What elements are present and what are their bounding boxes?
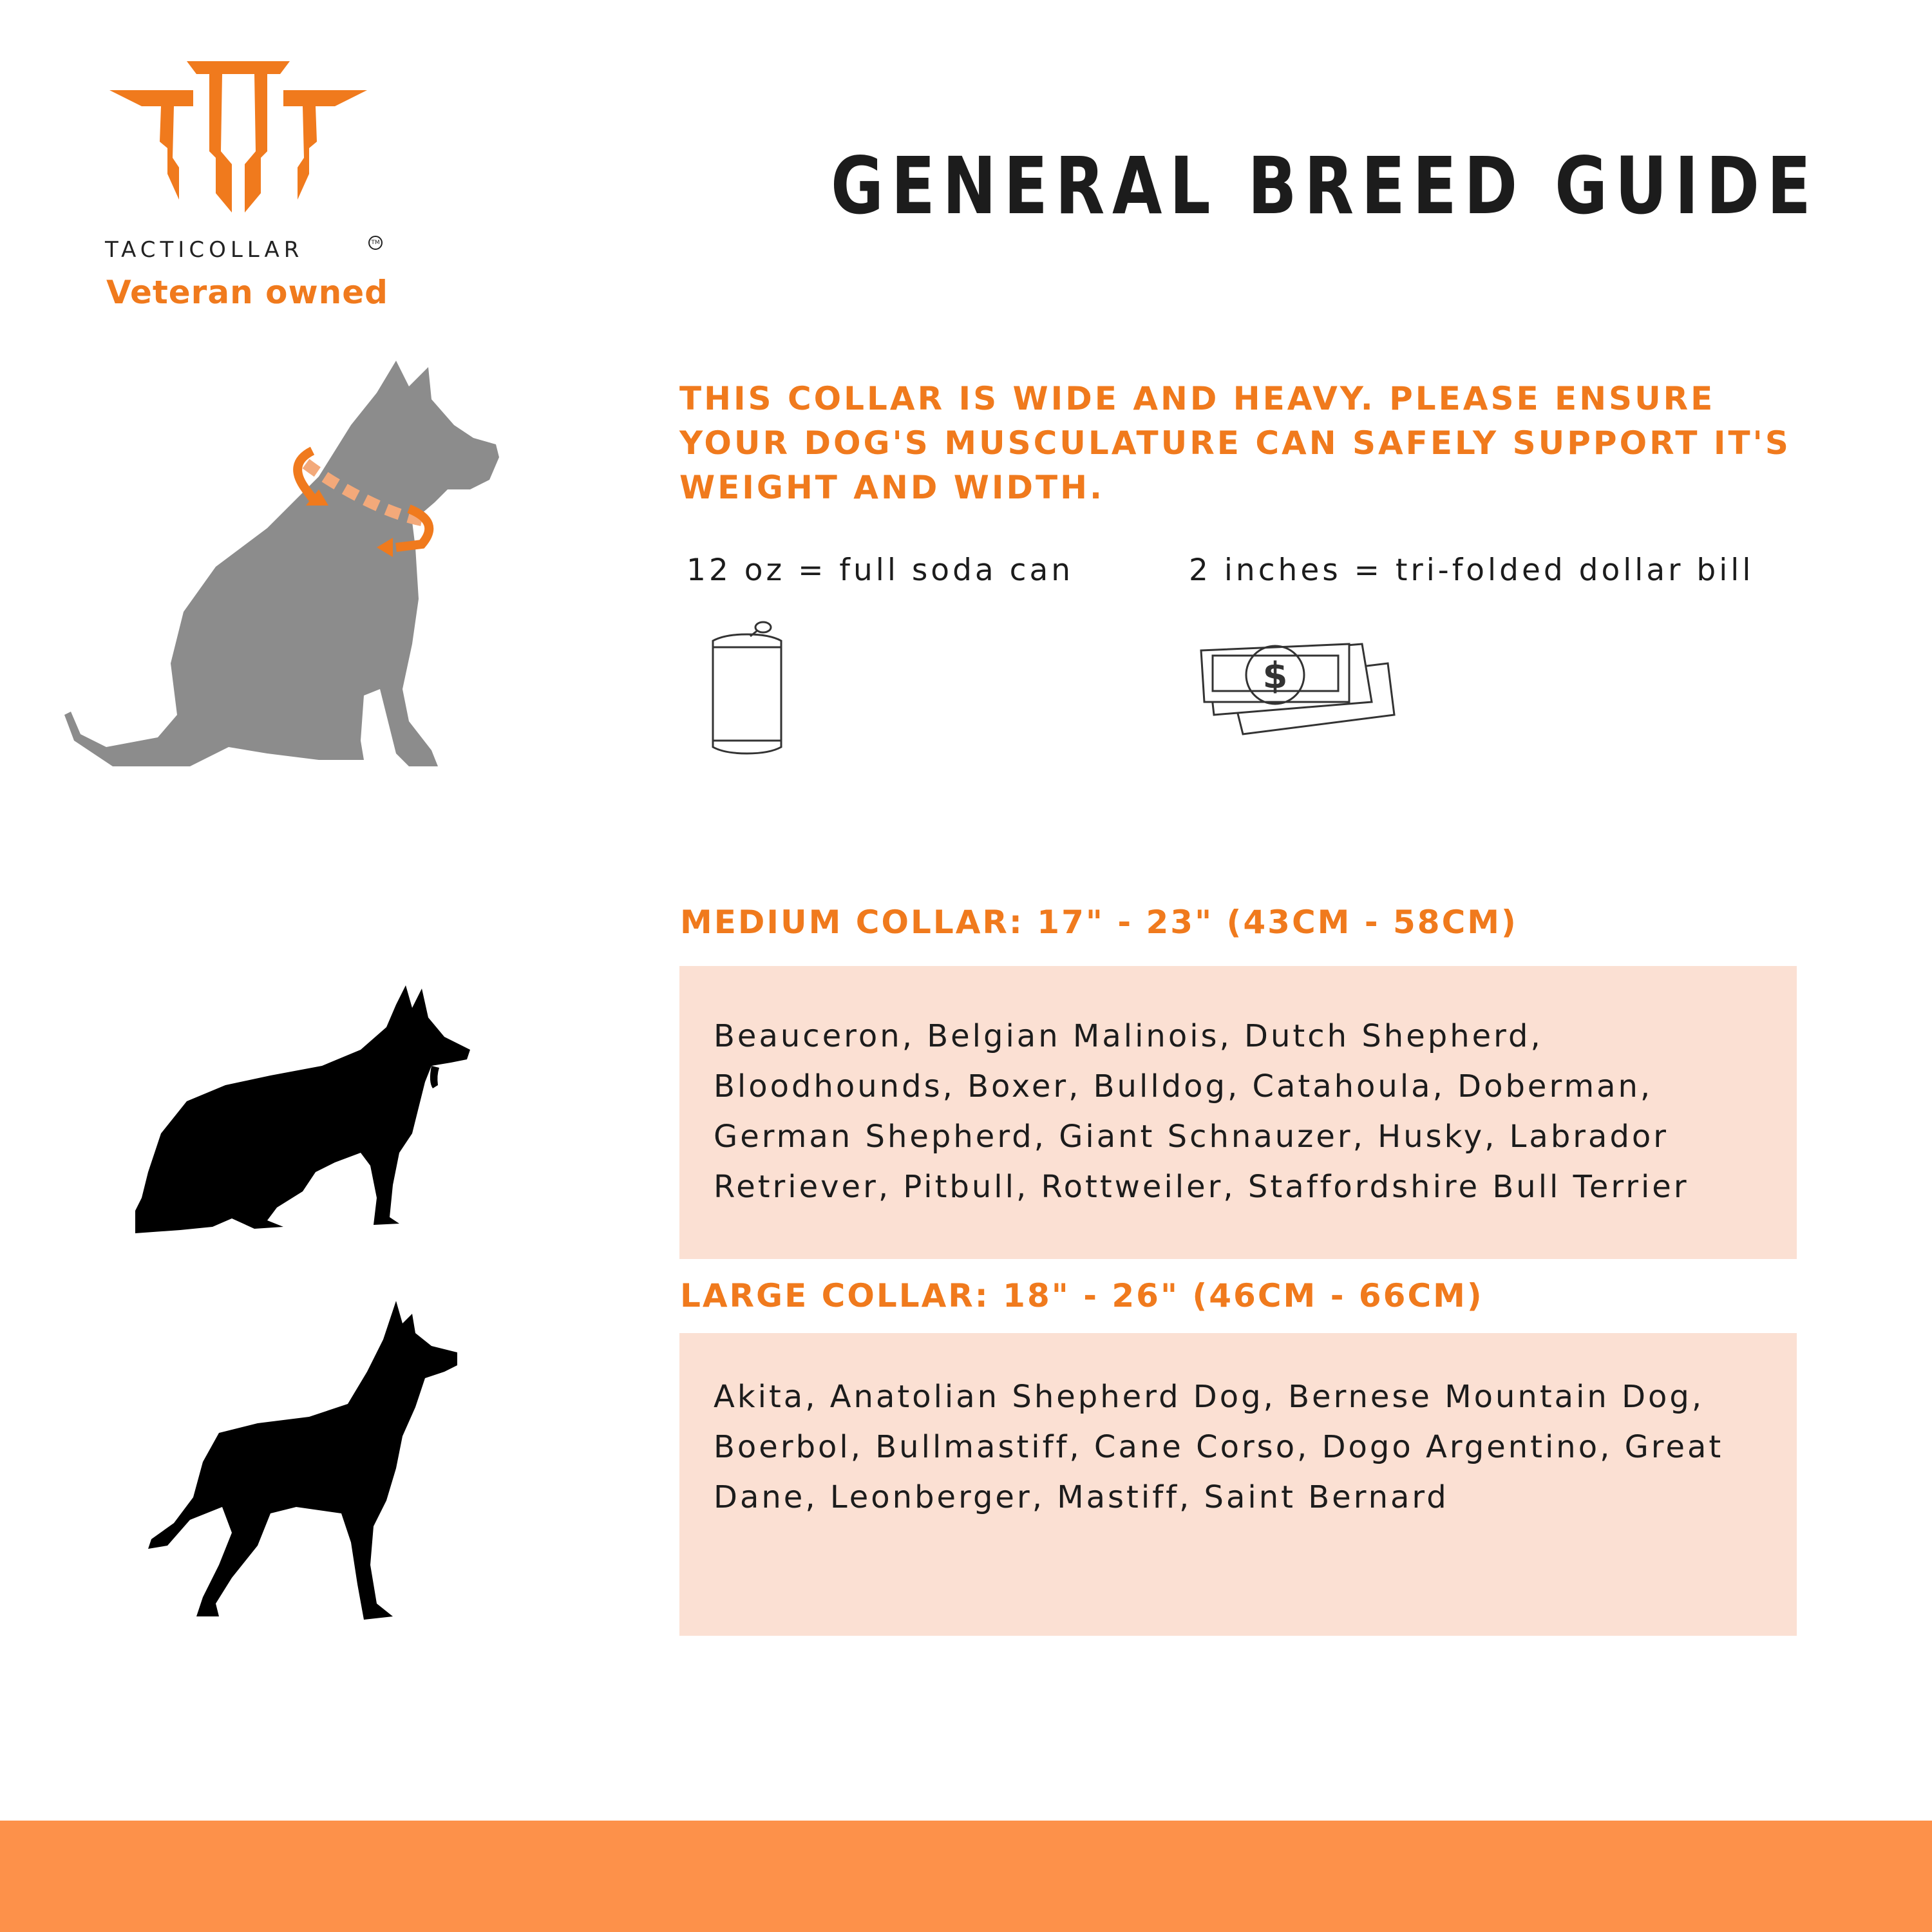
- weight-equivalent: 12 oz = full soda can: [687, 553, 1074, 588]
- dollar-bills-icon: [1195, 638, 1401, 741]
- brand-name: TACTICOLLAR: [105, 237, 304, 263]
- tacticollar-logo: [103, 55, 374, 222]
- width-equivalent: 2 inches = tri-folded dollar bill: [1189, 553, 1754, 588]
- sitting-dog-with-collar-illustration: [61, 354, 512, 792]
- trademark-mark: TM: [368, 236, 383, 250]
- medium-breed-list: Beauceron, Belgian Malinois, Dutch Shepherd, Bloodhounds, Boxer, Bulldog, Catahoula, Doberman, German Shepherd, Giant Schnauzer, Husky, Labrador Retriever, Pitbull, Rottweiler, Staffordshire Bull Terrier: [714, 1018, 1689, 1205]
- large-breed-list: Akita, Anatolian Shepherd Dog, Bernese Mountain Dog, Boerbol, Bullmastiff, Cane Corso, Dogo Argentino, Great Dane, Leonberger, Mastiff, Saint Bernard: [714, 1379, 1724, 1515]
- page-title: GENERAL BREED GUIDE: [831, 140, 1819, 232]
- large-collar-title: LARGE COLLAR: 18" - 26" (46CM - 66CM): [680, 1277, 1484, 1314]
- dollar-symbol: $: [1262, 655, 1288, 697]
- medium-collar-title: MEDIUM COLLAR: 17" - 23" (43CM - 58CM): [680, 904, 1518, 941]
- german-shepherd-silhouette: [129, 979, 477, 1249]
- large-breed-box: [679, 1333, 1797, 1636]
- footer-bar: [0, 1821, 1932, 1932]
- medium-breed-box: [679, 966, 1797, 1259]
- great-dane-silhouette: [142, 1294, 477, 1629]
- brand-tagline: Veteran owned: [106, 274, 388, 311]
- weight-warning: THIS COLLAR IS WIDE AND HEAVY. PLEASE ENSURE YOUR DOG'S MUSCULATURE CAN SAFELY SUPPORT IT'S WEIGHT AND WIDTH.: [679, 380, 1791, 506]
- soda-can-icon: [705, 618, 789, 760]
